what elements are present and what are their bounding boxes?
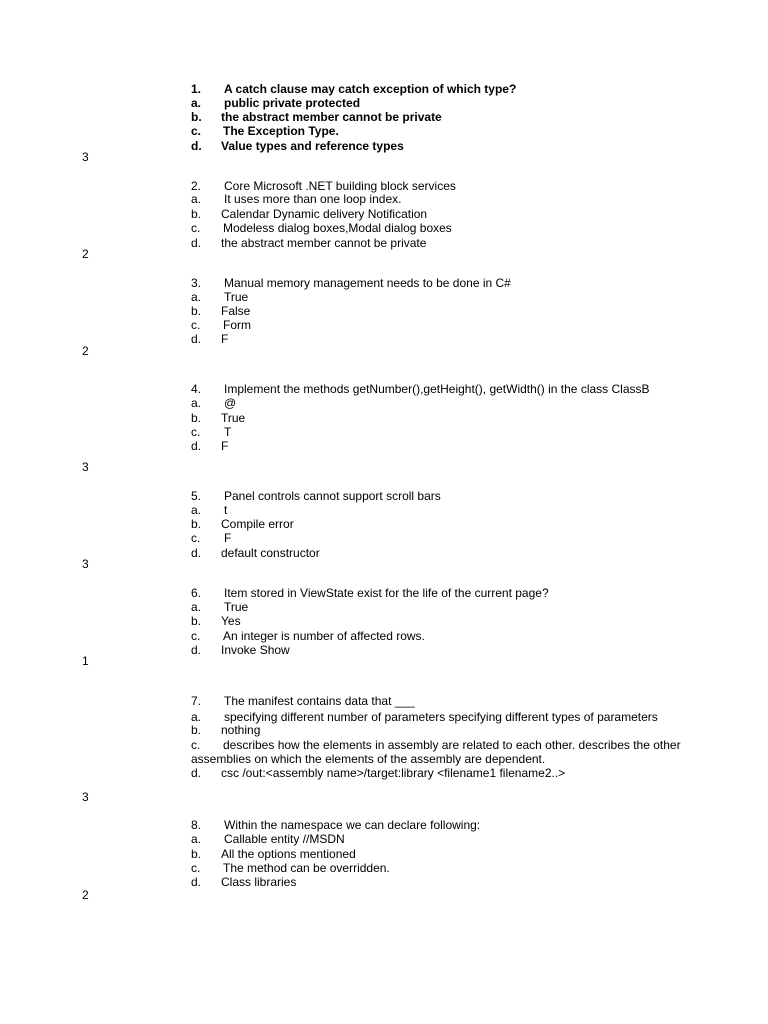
option-text: t <box>224 503 228 517</box>
option-text: the abstract member cannot be private <box>221 236 427 250</box>
option-label: d. <box>191 766 202 780</box>
answer-number: 2 <box>82 888 89 902</box>
option-label: b. <box>191 723 202 737</box>
option-label: d. <box>191 139 202 153</box>
question-number: 3. <box>191 276 202 290</box>
question-text: Panel controls cannot support scroll bars <box>224 489 441 503</box>
option-text: Modeless dialog boxes,Modal dialog boxes <box>223 221 452 235</box>
option-line-wrapped <box>191 738 711 766</box>
option-label: b. <box>191 207 202 221</box>
option-text: Yes <box>221 614 241 628</box>
option-text: It uses more than one loop index. <box>224 192 402 206</box>
option-text: the abstract member cannot be private <box>221 110 442 124</box>
question-text: Item stored in ViewState exist for the life of the current page? <box>224 586 549 600</box>
option-text: F <box>221 332 229 346</box>
option-label: b. <box>191 847 202 861</box>
answer-number: 1 <box>82 654 89 668</box>
option-label: a. <box>191 96 202 110</box>
option-label: c. <box>191 318 201 332</box>
option-label: c. <box>191 861 201 875</box>
option-text: True <box>221 411 246 425</box>
option-label: d. <box>191 236 202 250</box>
option-text: The method can be overridden. <box>223 861 390 875</box>
option-label: b. <box>191 411 202 425</box>
option-text: Class libraries <box>221 875 297 889</box>
option-text: An integer is number of affected rows. <box>223 629 425 643</box>
option-label: c. <box>191 124 202 138</box>
question-text: Within the namespace we can declare following: <box>224 818 481 832</box>
answer-number: 3 <box>82 150 89 164</box>
option-label: d. <box>191 546 202 560</box>
question-text: The manifest contains data that ___ <box>224 694 415 708</box>
option-label: b. <box>191 517 202 531</box>
option-label: b. <box>191 304 202 318</box>
question-number: 5. <box>191 489 202 503</box>
option-text: The Exception Type. <box>223 124 339 138</box>
answer-number: 2 <box>82 247 89 261</box>
answer-number: 3 <box>82 790 89 804</box>
question-number: 8. <box>191 818 202 832</box>
option-label: c. <box>191 738 201 752</box>
option-label: c. <box>191 531 201 545</box>
option-text: Callable entity //MSDN <box>224 832 345 846</box>
option-text: public private protected <box>224 96 361 110</box>
answer-number: 3 <box>82 460 89 474</box>
option-label: a. <box>191 503 202 517</box>
option-label: c. <box>191 425 201 439</box>
option-label: c. <box>191 629 201 643</box>
question-number: 4. <box>191 382 202 396</box>
answer-number: 3 <box>82 557 89 571</box>
option-text: describes how the elements in assembly are related to each other. describes the other assemblies on which the elements of the assembly are dependent. <box>191 738 681 766</box>
option-text: F <box>221 439 229 453</box>
option-text: nothing <box>221 723 261 737</box>
question-text: Implement the methods getNumber(),getHeight(), getWidth() in the class ClassB <box>224 382 650 396</box>
question-text: Core Microsoft .NET building block services <box>224 179 456 193</box>
option-label: b. <box>191 110 202 124</box>
option-text: F <box>224 531 232 545</box>
option-label: a. <box>191 290 202 304</box>
option-label: a. <box>191 710 202 724</box>
option-text: Invoke Show <box>221 643 290 657</box>
option-label: d. <box>191 643 202 657</box>
option-label: a. <box>191 600 202 614</box>
option-label: c. <box>191 221 201 235</box>
question-number: 2. <box>191 179 202 193</box>
option-label: d. <box>191 439 202 453</box>
option-text: All the options mentioned <box>221 847 356 861</box>
option-text: Calendar Dynamic delivery Notification <box>221 207 428 221</box>
answer-number: 2 <box>82 344 89 358</box>
option-text: T <box>224 425 232 439</box>
question-number: 1. <box>191 82 202 96</box>
option-text: True <box>224 600 249 614</box>
option-text: Form <box>223 318 251 332</box>
option-text: Value types and reference types <box>221 139 404 153</box>
option-label: d. <box>191 332 202 346</box>
question-text: Manual memory management needs to be done in C# <box>224 276 511 290</box>
option-text: default constructor <box>221 546 320 560</box>
option-label: a. <box>191 396 202 410</box>
question-number: 7. <box>191 694 202 708</box>
option-text: specifying different number of parameters specifying different types of parameters <box>224 710 658 724</box>
option-text: @ <box>224 396 237 410</box>
question-number: 6. <box>191 586 202 600</box>
question-text: A catch clause may catch exception of which type? <box>224 82 517 96</box>
option-text: Compile error <box>221 517 294 531</box>
option-label: d. <box>191 875 202 889</box>
option-text: True <box>224 290 249 304</box>
option-label: a. <box>191 832 202 846</box>
option-label: b. <box>191 614 202 628</box>
option-label: a. <box>191 192 202 206</box>
option-text: csc /out:<assembly name>/target:library <filename1 filename2..> <box>221 766 566 780</box>
option-text: False <box>221 304 251 318</box>
